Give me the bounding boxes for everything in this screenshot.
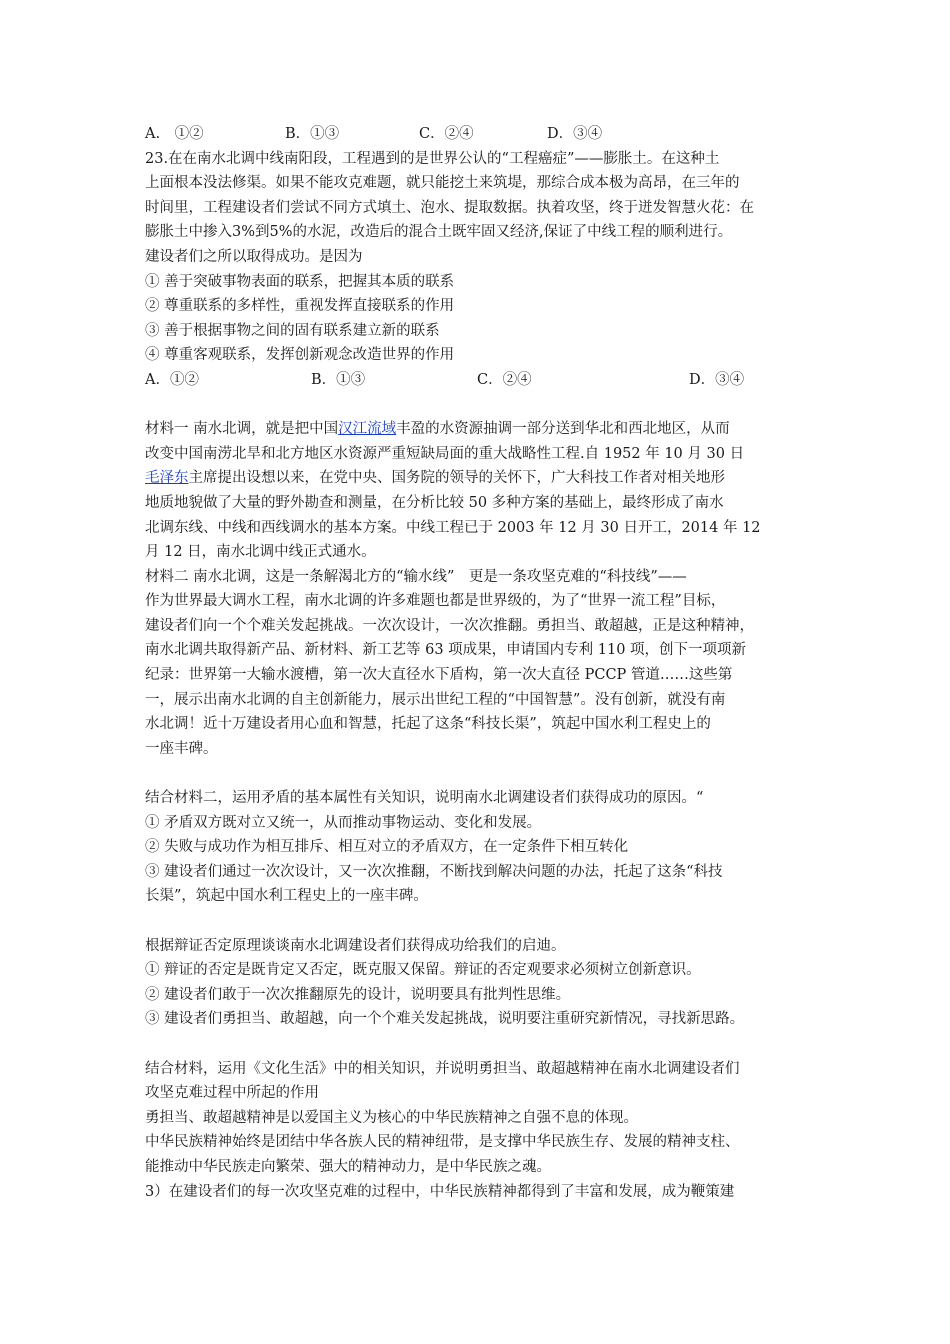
q23-option-a: A．①② <box>145 371 199 388</box>
material-one-line <box>145 417 815 442</box>
contradiction-line: ① 矛盾双方既对立又统一，从而推动事物运动、变化和发展。 <box>145 814 542 831</box>
q23-option-b: B．①③ <box>311 371 366 388</box>
q23-stem-line: 膨胀土中掺入3%到5%的水泥，改造后的混合土既牢固又经济,保证了中线工程的顺利进行。 <box>145 224 733 241</box>
material-two-line: 材料二 南水北调，这是一条解渴北方的“输水线” 更是一条攻坚克难的“科技线”—— <box>145 568 687 585</box>
q23-items <box>145 270 815 368</box>
q23-stem-line: 建设者们之所以取得成功。是因为 <box>145 248 363 265</box>
q22-option-a: A. ①② <box>145 126 204 142</box>
culture-line: 能推动中华民族走向繁荣、强大的精神动力，是中华民族之魂。 <box>145 1158 551 1175</box>
mao-zedong-link[interactable]: 毛泽东 <box>145 470 189 487</box>
q23-options-row <box>145 368 815 393</box>
negation-line: ① 辩证的否定是既肯定又否定，既克服又保留。辩证的否定观要求必须树立创新意识。 <box>145 962 701 979</box>
contradiction-line: ② 失败与成功作为相互排斥、相互对立的矛盾双方，在一定条件下相互转化 <box>145 839 629 856</box>
document-page <box>145 122 815 1204</box>
negation-line: ③ 建设者们勇担当、敢超越，向一个个难关发起挑战，说明要注重研究新情况，寻找新思路。 <box>145 1011 745 1028</box>
material-one-line: 月 12 日，南水北调中线正式通水。 <box>145 544 376 561</box>
material-one-line: 改变中国南涝北旱和北方地区水资源严重短缺局面的重大战略性工程.自 1952 年 10 月 30 日 <box>145 445 745 462</box>
q23-item: ① 善于突破事物表面的联系，把握其本质的联系 <box>145 273 455 290</box>
material-two-line: 南水北调共取得新产品、新材料、新工艺等 63 项成果，申请国内专利 110 项，创下一项项新 <box>145 642 747 659</box>
q23-item: ④ 尊重客观联系，发挥创新观念改造世界的作用 <box>145 347 455 364</box>
material-two-line: 水北调！近十万建设者用心血和智慧，托起了这条“科技长渠”，筑起中国水利工程史上的 <box>145 716 711 733</box>
culture-line: 攻坚克难过程中所起的作用 <box>145 1085 319 1102</box>
q23-option-d: D．③④ <box>689 371 745 388</box>
material-two-line: 建设者们向一个个难关发起挑战。一次次设计，一次次推翻。勇担当、敢超越，正是这种精神， <box>145 617 754 634</box>
material-one-line: 地质地貌做了大量的野外勘查和测量，在分析比较 50 多种方案的基础上，最终形成了南水 <box>145 494 724 511</box>
material-one-text: 丰盈的水资源抽调一部分送到华北和西北地区，从而 <box>396 421 730 438</box>
negation-line: 根据辩证否定原理谈谈南水北调建设者们获得成功给我们的启迪。 <box>145 937 566 954</box>
q23-option-c: C．②④ <box>477 371 532 388</box>
material-one-line: 北调东线、中线和西线调水的基本方案。中线工程已于 2003 年 12 月 30 日开工，2014 年 12 <box>145 519 761 536</box>
q22-option-b: B．①③ <box>285 126 340 142</box>
negation-line: ② 建设者们敢于一次次推翻原先的设计，说明要具有批判性思维。 <box>145 986 571 1003</box>
material-one-text: 材料一 南水北调，就是把中国 <box>145 421 339 438</box>
material-one-line <box>145 466 815 491</box>
material-two-line: 作为世界最大调水工程，南水北调的许多难题也都是世界级的，为了“世界一流工程”目标， <box>145 593 726 610</box>
material-one <box>145 417 815 565</box>
q23-item: ③ 善于根据事物之间的固有联系建立新的联系 <box>145 322 440 339</box>
culture-line: 勇担当、敢超越精神是以爱国主义为核心的中华民族精神之自强不息的体现。 <box>145 1109 638 1126</box>
culture-section <box>145 1057 815 1205</box>
contradiction-line: 长渠”，筑起中国水利工程史上的一座丰碑。 <box>145 888 428 905</box>
material-two-line: 一座丰碑。 <box>145 740 218 757</box>
q22-option-d: D．③④ <box>547 126 603 142</box>
q23-stem-line: 23.在在南水北调中线南阳段，工程遇到的是世界公认的“工程癌症”——膨胀土。在这种土 <box>145 150 720 167</box>
q23-item: ② 尊重联系的多样性，重视发挥直接联系的作用 <box>145 298 455 315</box>
material-two <box>145 565 815 762</box>
culture-line: 中华民族精神始终是团结中华各族人民的精神纽带，是支撑中华民族生存、发展的精神支柱、 <box>145 1134 740 1151</box>
contradiction-line: ③ 建设者们通过一次次设计，又一次次推翻，不断找到解决问题的办法，托起了这条“科技 <box>145 863 723 880</box>
negation-section <box>145 934 815 1032</box>
contradiction-section <box>145 786 815 909</box>
q23-stem-line: 上面根本没法修渠。如果不能攻克难题，就只能挖土来筑堤，那综合成本极为高昂，在三年的 <box>145 175 740 192</box>
culture-line: 3）在建设者们的每一次攻坚克难的过程中，中华民族精神都得到了丰富和发展，成为鞭策建 <box>145 1183 735 1200</box>
culture-line: 结合材料，运用《文化生活》中的相关知识，并说明勇担当、敢超越精神在南水北调建设者们 <box>145 1060 740 1077</box>
q23-stem-line: 时间里，工程建设者们尝试不同方式填土、泡水、提取数据。执着攻坚，终于迸发智慧火花：在 <box>145 199 754 216</box>
q23-stem <box>145 147 815 270</box>
material-two-line: 纪录：世界第一大输水渡槽，第一次大直径水下盾构，第一次大直径 PCCP 管道……这些第 <box>145 667 733 684</box>
contradiction-line: 结合材料二，运用矛盾的基本属性有关知识，说明南水北调建设者们获得成功的原因。“ <box>145 790 704 807</box>
hanjiang-basin-link[interactable]: 汉江流域 <box>338 421 397 438</box>
material-two-line: 一，展示出南水北调的自主创新能力，展示出世纪工程的“中国智慧”。没有创新，就没有南 <box>145 691 726 708</box>
q22-option-c: C．②④ <box>419 126 474 142</box>
material-one-text: 主席提出设想以来，在党中央、国务院的领导的关怀下，广大科技工作者对相关地形 <box>188 470 725 487</box>
q22-options-row <box>145 122 815 147</box>
